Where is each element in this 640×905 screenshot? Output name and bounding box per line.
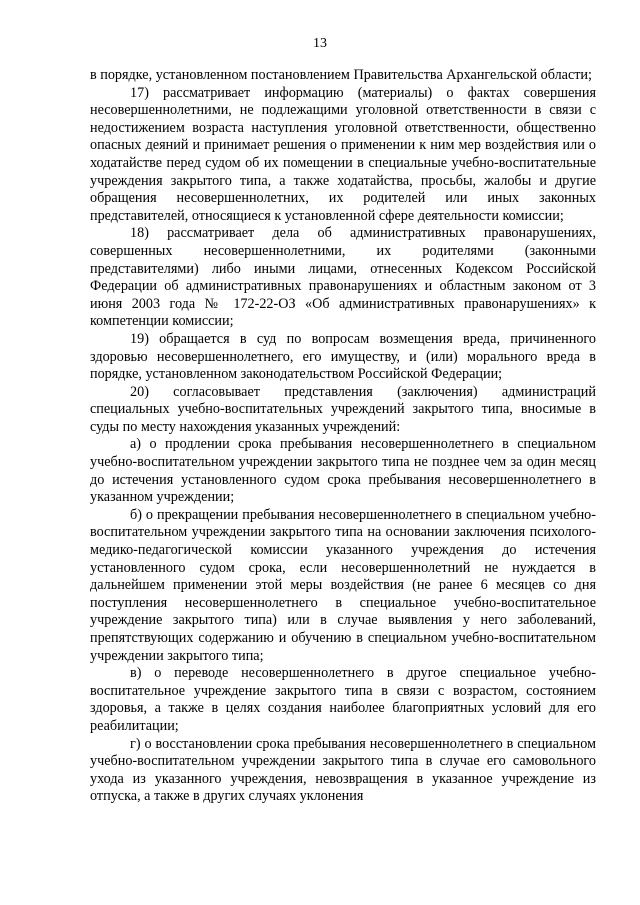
paragraph-subitem-v: в) о переводе несовершеннолетнего в другое специальное учебно-воспитательное учреждение закрытого типа в связи с возрастом, состоянием здоровья, а также в целях создания наиболее благоприятных условий для его реабилитации; <box>90 665 596 734</box>
paragraph-subitem-a: а) о продлении срока пребывания несовершеннолетнего в специальном учебно-воспитательном учреждении закрытого типа не позднее чем за один месяц до истечения установленного судом срока пребывания несовершеннолетнего в указанном учреждении; <box>90 436 596 506</box>
paragraph-item-19: 19) обращается в суд по вопросам возмещения вреда, причиненного здоровью несовершеннолетнего, его имуществу, и (или) морального вреда в порядке, установленном законодательством Российской Федерации; <box>90 330 596 383</box>
paragraph-subitem-g: г) о восстановлении срока пребывания несовершеннолетнего в специальном учебно-воспитательном учреждении закрытого типа в случае его самовольного ухода из указанного учреждения, невозвращения в указанное учреждение из отпуска, а также в других случаях уклонения <box>90 735 596 805</box>
paragraph-continuation: в порядке, установленном постановлением Правительства Архангельской области; <box>90 67 592 83</box>
paragraph-item-17: 17) рассматривает информацию (материалы) о фактах совершения несовершеннолетними, не подлежащими уголовной ответственности в связи с недостижением возраста наступления уголовной ответственности, общественно опасных деяний и принимает решения о применении к ним мер воздействия или о ходатайстве перед судом об их помещении в специальные учебно-воспитательные учреждения закрытого типа, а также ходатайства, просьбы, жалобы и другие обращения несовершеннолетних, их родителей или иных законных представителей, относящиеся к установленной сфере деятельности комиссии; <box>90 84 596 224</box>
page-number: 13 <box>313 36 327 51</box>
paragraph-item-20: 20) согласовывает представления (заключения) администраций специальных учебно-воспитательных учреждений закрытого типа, вносимые в суды по месту нахождения указанных учреждений: <box>90 383 596 435</box>
paragraph-item-18: 18) рассматривает дела об административных правонарушениях, совершенных несовершеннолетними, их родителями (законными представителями) либо иными лицами, отнесенных Кодексом Российской Федерации об административных правонарушениях и областным законом от 3 июня 2003 года № 172-22-ОЗ «Об административных правонарушениях» к компетенции комиссии; <box>90 225 596 330</box>
paragraph-subitem-b: б) о прекращении пребывания несовершеннолетнего в специальном учебно-воспитательном учреждении закрытого типа на основании заключения психолого-медико-педагогической комиссии указанного учреждения до истечения установленного судом срока, если несовершеннолетний не нуждается в дальнейшем применении этой меры воздействия (не ранее 6 месяцев со дня поступления несовершеннолетнего в специальное учебно-воспитательное учреждение закрытого типа) или в случае выявления у него заболеваний, препятствующих содержанию и обучению в специальном учебно-воспитательном учреждении закрытого типа; <box>90 506 596 664</box>
document-body <box>90 67 596 806</box>
